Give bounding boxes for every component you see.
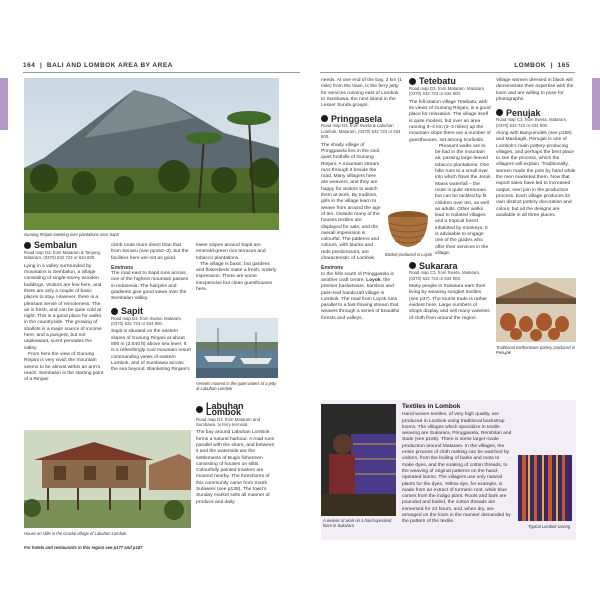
column-2: [111, 243, 191, 374]
column-4: [321, 78, 403, 322]
section-bullet-icon: [321, 115, 328, 122]
right-page-number: 165: [557, 62, 570, 69]
pottery-photo: [496, 278, 576, 342]
left-header-title: BALI AND LOMBOK AREA BY AREA: [46, 62, 173, 69]
column-1: [24, 239, 104, 383]
sembalun-title: Sembalun: [34, 240, 78, 251]
left-thumb-tab: [0, 78, 8, 130]
weaver-photo: [321, 404, 396, 516]
header-rule-right: [320, 72, 575, 73]
penujak-text: Along with Banyumulek (see p158) and Masbagik, Penujak is one of Lombok's main pottery-producing villages, and perhaps the best place to see the process, which the villagers will explain. Traditionally, women made the pots by hand while the men marketed them. Now that export sales have led to increased output, men join in the production process. Each village produces its own distinct pottery decoration and colour, but all the designs are available in all three places.: [496, 131, 576, 218]
right-running-header: LOMBOK | 165: [514, 62, 570, 69]
loyok-name: Loyok: [366, 277, 381, 283]
tetebatu-text-2: Pleasant walks are to be had in the mountain air, passing large-leaved tobacco plantations. One hike runs to a small river into which flows the Jeruk Manis waterfall – the route is quite strenuous but can be tackled by fit children over ten, as well as adults. Other walks lead to isolated villages and a tropical forest inhabited by monkeys. It is advisable to engage one of the guides who offer their services in the village.: [435, 143, 491, 256]
rinjani-caption: Gunung Rinjani towering over plantations near Sapit: [24, 232, 119, 237]
section-bullet-icon: [111, 308, 118, 315]
labuhan-title: Labuhan Lombok: [206, 401, 244, 418]
penujak-info: Road map C3. from Sweta. Mataram, (0370) 632 723 or 634 800.: [496, 117, 568, 128]
pringgasela-title: Pringgasela: [331, 113, 383, 124]
sapit-text: Sapit is situated on the eastern slopes of Gunung Rinjani at about 800 m (2,640 ft) above sea level. It is a refreshingly cool mountain resort commanding views of eastern Lombok, and of Sumbawa across the sea beyond. Blanketing Rinjani's: [111, 329, 191, 373]
col6-text: Village women dressed in black will demonstrate their expertise with the loom and are willing to pose for photographs.: [496, 78, 574, 102]
environs-post: , the premier basketware, bamboo and palm-leaf handicraft village in Lombok. The road from Loyok runs parallel to a fast-flowing stream that weaves through a series of beautiful forests and valleys.: [321, 277, 400, 321]
boats-photo: [196, 318, 278, 378]
sapit-title: Sapit: [121, 306, 144, 317]
col3-text: lower slopes around Sapit are emerald-green rice terraces and tobacco plantations.: [196, 243, 266, 261]
col2-environs-heading: Environs: [111, 264, 134, 271]
section-bullet-icon: [196, 406, 203, 413]
rinjani-photo: [24, 78, 279, 230]
textiles-title: Textiles in Lombok: [402, 403, 461, 410]
pringgasela-environs-text: [321, 272, 403, 322]
pringgasela-environs-heading: Environs: [321, 265, 344, 272]
col3-text-2: The village is basic, but gardens and flowerbeds make a fresh, orderly impression. There are some inexpensive but clean guesthouses here.: [196, 261, 277, 293]
header-rule-left: [23, 72, 300, 73]
basket-caption: Basket produced in Loyok: [385, 252, 433, 257]
tetebatu-info: Road map D3. from Mataram. Mataram, (0370) 632 723 or 634 800.: [409, 86, 486, 97]
sukarara-heading: [409, 262, 491, 269]
section-bullet-icon: [409, 262, 416, 269]
pringgasela-heading: [321, 115, 403, 122]
col2-environs-text: The road east to Sapit runs across one of the highest mountain passes in Indonesia. The hairpins and gradients give good views over the Sembalun Valley.: [111, 271, 189, 302]
left-page-number: 164: [23, 62, 36, 69]
penujak-title: Penujak: [506, 107, 541, 118]
sembalun-text-2: From here the view of Gunung Rinjani is very vivid; the mountain seems to be almost within an arm's reach. Sembalun is the starting point of a Rinjani: [24, 351, 104, 383]
houses-photo: [24, 430, 191, 528]
labuhan-info: Road map D3. from Mataram and Sumbawa. to ferry terminal.: [196, 416, 261, 427]
col2-text: climb route more direct than that from Senaru (see pp162–3), but the facilities here are not as good.: [111, 243, 189, 261]
tetebatu-title: Tetebatu: [419, 76, 456, 87]
labuhan-section: [196, 400, 278, 506]
weaver-caption: A weaver at work on a hand-operated loom in Sukarara: [323, 518, 392, 528]
pringgasela-text: The shady village of Pringgasela lies in the cool, quiet foothills of Gunung Rinjani. A mountain stream runs through it beside the road. Many villagers here are weavers, and they are happy for visitors to watch them at work. By tradition, girls in the village learn to weave from around the age of ten. Outside many of the houses textiles are displayed for sale, and the overall impression is colourful. The patterns and colours, with blacks and reds predominant, are characteristic of Lombok.: [321, 142, 381, 262]
tetebatu-heading: [409, 78, 491, 85]
sarong-caption: Typical Lombok sarong: [528, 524, 571, 529]
sukarara-info: Road map C3. from Sweta. Mataram, (0370) 632 723 or 634 800.: [409, 270, 481, 281]
column-6: [496, 78, 576, 219]
sukarara-text: Many people in Sukarara earn their living by weaving songket textiles (see p37). The tourist trade is rather evident here. Large numbers of shops display and sell many varieties of cloth from around the region.: [409, 284, 490, 321]
footer-note: For hotels and restaurants in this region see p177 and p187: [24, 545, 143, 550]
left-running-header: 164 | BALI AND LOMBOK AREA BY AREA: [23, 62, 173, 69]
section-bullet-icon: [496, 109, 503, 116]
labuhan-heading: [196, 403, 278, 416]
labuhan-text: The bay around Labuhan Lombok forms a natural harbour. A road runs parallel with the shore, and between it and the waterside are the settlements of Bugis fishermen consisting of houses on stilts. Colourfully painted trawlers are moored nearby. The foreshores of this community came from South Sulawesi (see p138). The town's Sunday market sells all manner of produce and daily: [196, 430, 275, 505]
sembalun-text-1: Lying in a valley surrounded by mountains is Sembalun, a village consisting of single-storey wooden buildings. Visitors are few here, and there are only a couple of basic places to stay. However, there is a pleasant sense of remoteness. The air is fresh, and can be quite cold at night. This is a good place for walks in the countryside. The growing of shallots is a major source of income here, and a pungent, but not unpleasant, scent pervades the valley.: [24, 263, 102, 351]
penujak-heading: [496, 109, 576, 116]
section-bullet-icon: [24, 242, 31, 249]
pringgasela-info: Road map D3. from Sweta & Labuhan Lombok. Mataram, (0370) 632 723 or 634 800.: [321, 123, 401, 140]
col4-text: needs. At one end of the bay, 2 km (1 mile) from the town, is the ferry jetty for services running east of Lombok to Sumbawa, the next island in the Lesser Sunda groups.: [321, 78, 402, 109]
sapit-info: Road map D3. from Sweta. Mataram, (0370) 632 723 or 634 800.: [111, 315, 183, 327]
section-bullet-icon: [409, 78, 416, 85]
textiles-text: Hand-woven textiles, of very high quality, are produced in Lombok using traditional backstrap looms. The villages which specialize in textile weaving are Sukarara, Pringgasela, Rembitan and Sade (see p166). There is some larger-scale production around Mataram. In the villages, the entire process of cloth making can be watched by visitors, from the boiling of barks and roots to make dyes, and the soaking of cotton threads, to the weaving of original patterns on the hand-operated looms. The villagers use only natural plants for the dyes. Yellow dye, for example, is made from an extract of turmeric root, while blue comes from the indigo plant. Roots and bark are pounded and boiled, the cotton threads are immersed for 24 hours, and, when dry, are arranged on the loom in the manner demanded by the pattern of the textile.: [402, 412, 512, 525]
sukarara-title: Sukarara: [419, 260, 458, 271]
sarong-photo: [518, 455, 572, 521]
boats-caption: Vessels moored in the quiet waters of a jetty at Labuhan Lombok: [196, 381, 277, 391]
pottery-caption: Traditional earthenware pottery produced in Penujak: [496, 345, 575, 355]
column-5: [409, 78, 491, 322]
right-thumb-tab: [592, 78, 600, 130]
tetebatu-text: The hill-station village Tetebatu, with its views of Gunung Rinjani, is a good place for relaxation. The village itself is quite modest, but over an area running 3–4 km (2–3 miles) up the mountain slope there are a number of guesthouses, set among ricefields.: [409, 99, 491, 143]
sapit-heading: [111, 308, 191, 315]
column-3: [196, 243, 278, 293]
sembalun-heading: [24, 242, 104, 249]
right-header-title: LOMBOK: [514, 62, 547, 69]
houses-caption: House on stilts in the coastal village of Labuhan Lombok: [24, 531, 127, 536]
environs-pre: In the hills south of Pringgasela is another craft centre,: [321, 271, 394, 283]
sembalun-info: Road map D3. from Mataram & Tanjung. Mataram, (0370) 632 723 or 634 800.: [24, 250, 102, 261]
